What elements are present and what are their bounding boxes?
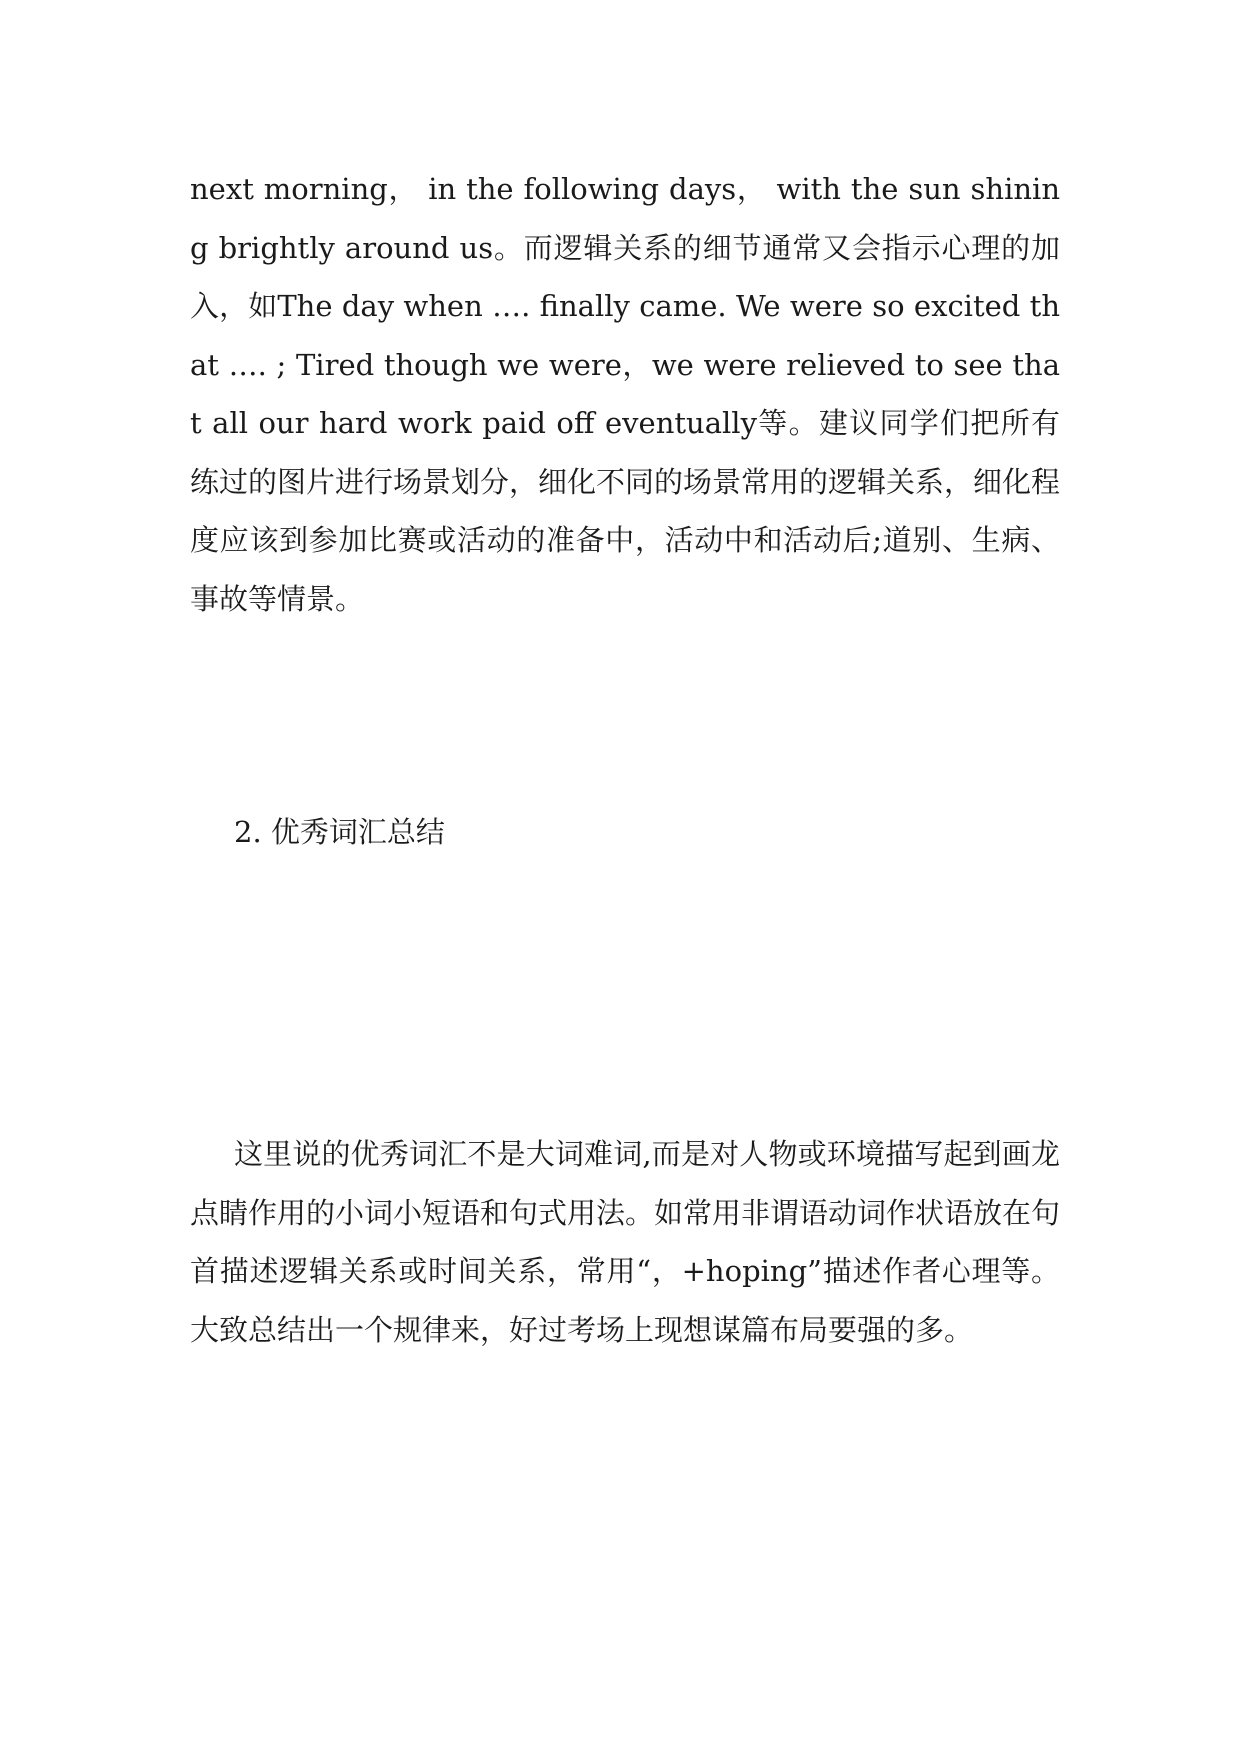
section-heading: 2. 优秀词汇总结 xyxy=(234,815,445,849)
body-paragraph: 这里说的优秀词汇不是大词难词,而是对人物或环境描写起到画龙点睛作用的小词小短语和句式用法。如常用非谓语动词作状语放在句首描述逻辑关系或时间关系，常用“，+hoping”描述作者心理等。大致总结出一个规律来，好过考场上现想谋篇布局要强的多。 xyxy=(190,1137,1061,1347)
body-paragraph: next morning， in the following days， with the sun shining brightly around us。而逻辑关系的细节通常又会指示心理的加入，如The day when …. finally came. We were so excited that …. ; Tired though we were，we were relieved to see that all our hard work paid off eventually等。建议同学们把所有练过的图片进行场景划分，细化不同的场景常用的逻辑关系，细化程度应该到参加比赛或活动的准备中，活动中和活动后;道别、生病、事故等情景。 xyxy=(190,172,1061,616)
